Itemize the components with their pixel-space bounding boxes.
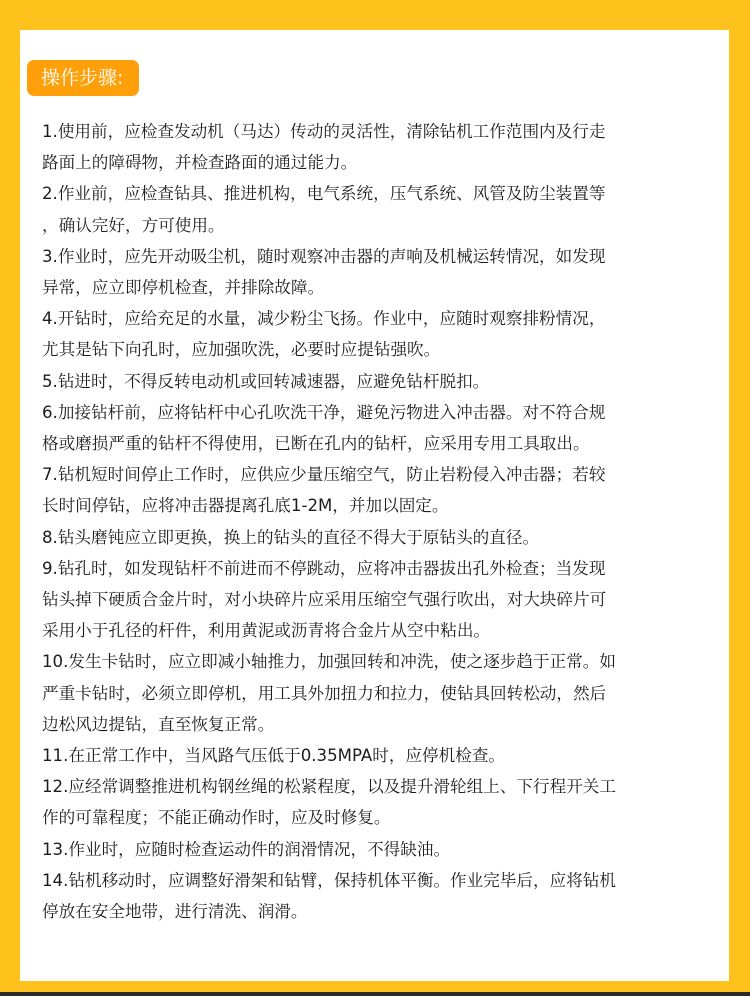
steps-list (42, 116, 718, 927)
step-8: 8.钻头磨钝应立即更换，换上的钻头的直径不得大于原钻头的直径。 (42, 527, 540, 547)
step-10: 10.发生卡钻时，应立即减小轴推力，加强回转和冲洗，使之逐步趋于正常。如 严重卡钻时，必须立即停机，用工具外加扭力和拉力，使钻具回转松动，然后 边松风边提钻，直至恢复正常。 (42, 652, 616, 734)
step-11: 11.在正常工作中，当风路气压低于0.35MPA时，应停机检查。 (42, 746, 506, 766)
step-5: 5.钻进时，不得反转电动机或回转减速器，应避免钻杆脱扣。 (42, 371, 490, 391)
section-heading: 操作步骤: (27, 60, 139, 96)
step-14: 14.钻机移动时，应调整好滑架和钻臂，保持机体平衡。作业完毕后，应将钻机 停放在安全地带，进行清洗、润滑。 (42, 870, 616, 922)
step-12: 12.应经常调整推进机构钢丝绳的松紧程度，以及提升滑轮组上、下行程开关工 作的可靠程度；不能正确动作时，应及时修复。 (42, 777, 616, 828)
step-4: 4.开钻时，应给充足的水量，减少粉尘飞扬。作业中，应随时观察排粉情况， 尤其是钻下向孔时，应加强吹洗，必要时应提钻强吹。 (42, 309, 606, 360)
content-card (20, 30, 729, 981)
step-3: 3.作业时，应先开动吸尘机，随时观察冲击器的声响及机械运转情况，如发现 异常，应立即停机检查，并排除故障。 (42, 246, 606, 298)
step-9: 9.钻孔时，如发现钻杆不前进而不停跳动，应将冲击器拔出孔外检查；当发现 钻头掉下硬质合金片时，对小块碎片应采用压缩空气强行吹出，对大块碎片可 采用小于孔径的杆件，利用黄泥或沥青将合金片从空中粘出。 (42, 558, 607, 641)
step-1: 1.使用前，应检查发动机（马达）传动的灵活性，清除钻机工作范围内及行走 路面上的障碍物，并检查路面的通过能力。 (42, 122, 606, 173)
step-2: 2.作业前，应检查钻具、推进机构，电气系统，压气系统、风管及防尘装置等 ，确认完好，方可使用。 (42, 184, 606, 235)
step-13: 13.作业时，应随时检查运动件的润滑情况，不得缺油。 (42, 839, 451, 859)
bottom-edge-band (0, 992, 750, 996)
step-7: 7.钻机短时间停止工作时，应供应少量压缩空气，防止岩粉侵入冲击器；若较 长时间停钻，应将冲击器提离孔底1-2M，并加以固定。 (42, 465, 606, 516)
step-6: 6.加接钻杆前，应将钻杆中心孔吹洗干净，避免污物进入冲击器。对不符合规 格或磨损严重的钻杆不得使用，已断在孔内的钻杆，应采用专用工具取出。 (42, 402, 606, 454)
